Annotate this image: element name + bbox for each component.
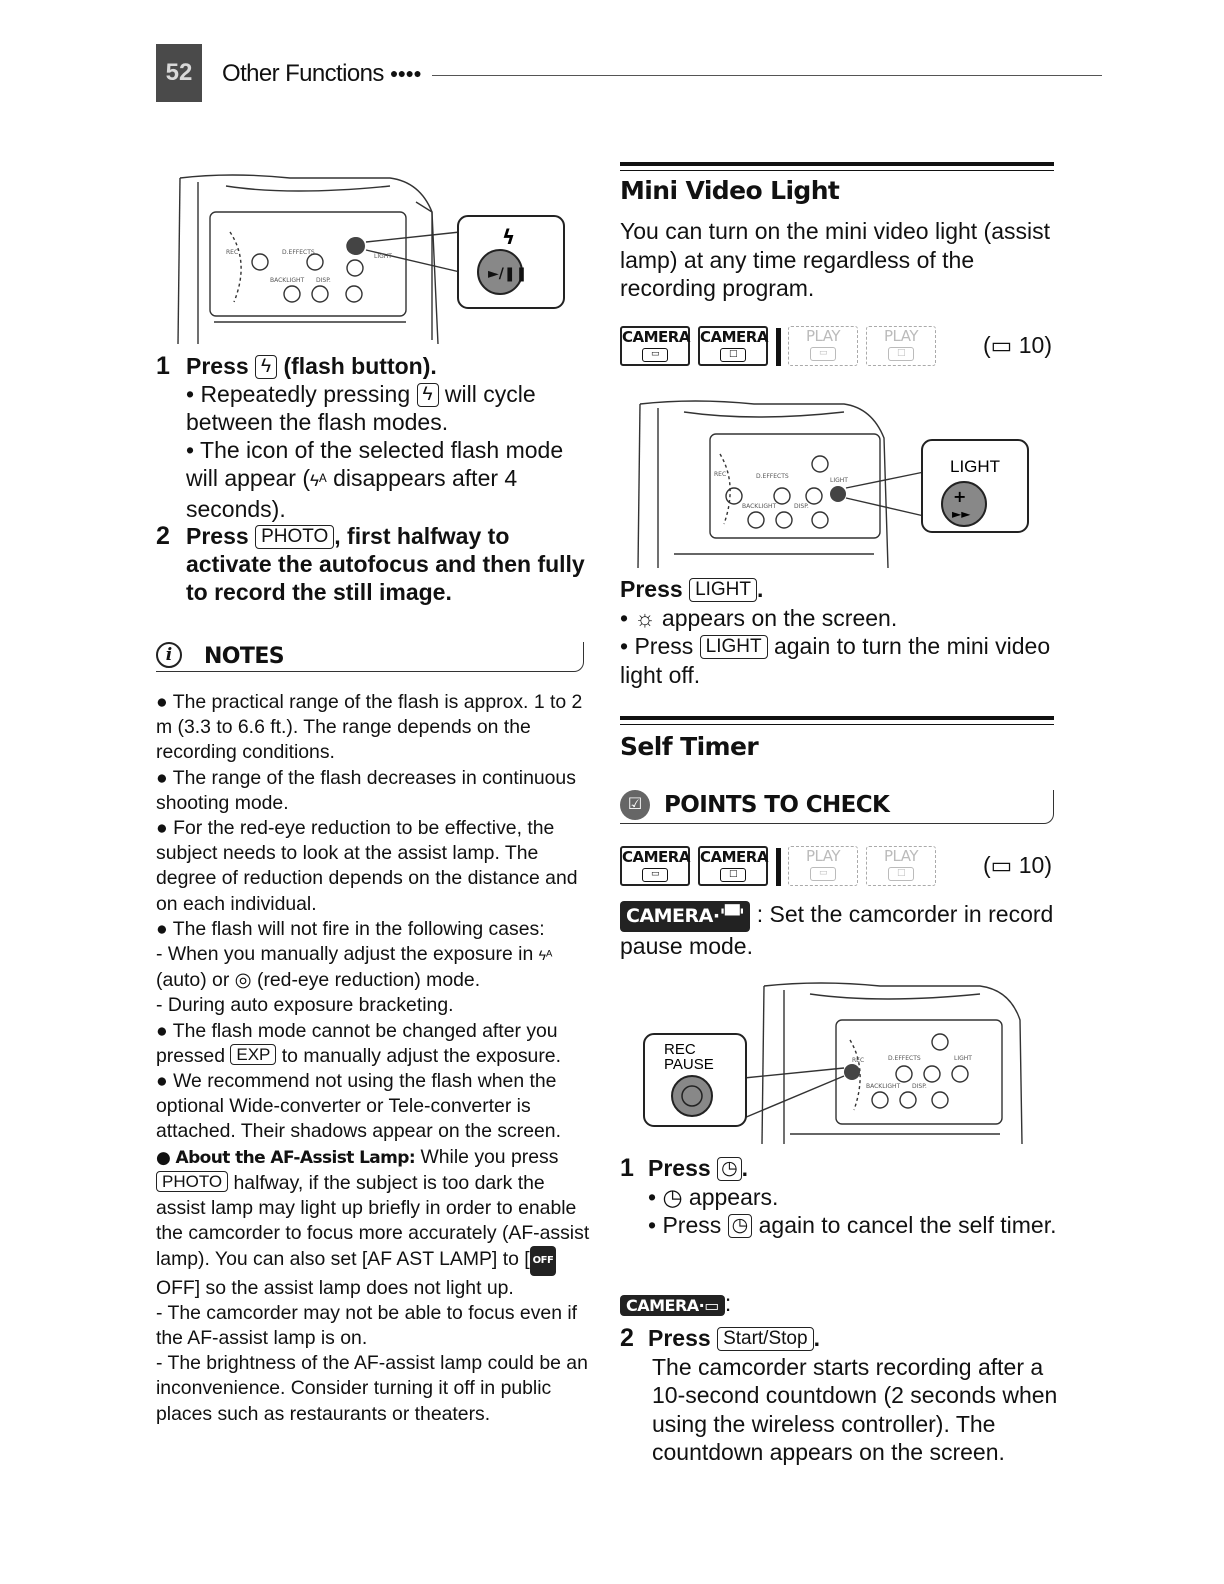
self-timer-bullet-2: • Press ◷ again to cancel the self timer.: [648, 1212, 1057, 1238]
svg-text:D.EFFECTS: D.EFFECTS: [888, 1055, 921, 1062]
note-subitem: - The brightness of the AF-assist lamp could be an inconvenience. Consider turning it off in public places such as restaurants or theaters.: [156, 1352, 588, 1425]
svg-text:DISP.: DISP.: [912, 1083, 927, 1090]
page-reference: (▭ 10): [982, 332, 1052, 358]
photo-key: PHOTO: [156, 1171, 228, 1192]
self-timer-step-2: [620, 1324, 1060, 1467]
self-timer-step-1: [620, 1154, 1060, 1240]
camera-tape-tag: CAMERA·▭: [620, 1295, 725, 1316]
note-item: ● The flash mode cannot be changed after you pressed EXP to manually adjust the exposure.: [156, 1019, 561, 1067]
svg-text:REC: REC: [852, 1057, 865, 1064]
svg-text:LIGHT: LIGHT: [830, 477, 848, 484]
note-item: ● The range of the flash decreases in continuous shooting mode.: [156, 766, 576, 814]
mode-play-card: PLAY □: [866, 846, 936, 886]
points-to-check-header: [620, 790, 1054, 824]
flash-step-1: [156, 352, 596, 523]
mini-video-light-heading: Mini Video Light: [620, 176, 840, 205]
mode-indicator-row: [620, 326, 1052, 366]
svg-text:BACKLIGHT: BACKLIGHT: [270, 277, 305, 284]
section-title-text: Other Functions: [222, 60, 390, 87]
svg-text:D.EFFECTS: D.EFFECTS: [282, 249, 315, 256]
section-rule: [620, 716, 1054, 720]
step-number: 2: [156, 522, 170, 550]
flash-auto-icon: ϟᴬ: [538, 947, 553, 964]
self-timer-key: ◷: [717, 1157, 742, 1181]
rec-pause-camcorder-illustration: [640, 980, 1036, 1144]
self-timer-key: ◷: [728, 1214, 753, 1238]
rec-pause-callout-label: PAUSE: [664, 1056, 714, 1073]
section-rule: [620, 170, 1054, 171]
light-bullet-2: • Press LIGHT again to turn the mini video light off.: [620, 633, 1051, 688]
step-number: 2: [620, 1324, 634, 1352]
svg-text:DISP.: DISP.: [316, 277, 331, 284]
notes-header: [156, 642, 584, 672]
self-timer-step-2-text: The camcorder starts recording after a 10-second countdown (2 seconds when using the wireless controller). The countdown appears on the screen.: [652, 1353, 1058, 1465]
points-to-check-label: POINTS TO CHECK: [664, 792, 890, 818]
light-key: LIGHT: [700, 635, 768, 659]
checkbox-icon: ☑: [620, 790, 650, 820]
camera-record-tag: CAMERA·'▀': [620, 901, 750, 932]
mode-play-tape: PLAY ▭: [788, 326, 858, 366]
svg-text:LIGHT: LIGHT: [374, 253, 392, 260]
start-stop-press-line: Press Start/Stop .: [648, 1325, 820, 1351]
step-number: 1: [620, 1154, 634, 1182]
light-camcorder-illustration: [634, 398, 1034, 568]
red-eye-icon: ◎: [234, 969, 252, 992]
mode-camera-card: CAMERA □: [698, 326, 768, 366]
light-icon: ☼: [634, 604, 656, 631]
page-reference: (▭ 10): [982, 852, 1052, 878]
svg-text:►/❚❚: ►/❚❚: [488, 266, 528, 282]
record-pause-instruction: CAMERA·'▀' : Set the camcorder in record pause mode.: [620, 901, 1054, 959]
self-timer-bullet-1: • ◷ appears.: [648, 1183, 779, 1210]
off-icon: OFF: [530, 1246, 557, 1275]
svg-text:BACKLIGHT: BACKLIGHT: [742, 503, 777, 510]
step-1-bullet-2: • The icon of the selected flash mode will appear (ϟᴬ disappears after 4 seconds).: [186, 437, 564, 522]
self-timer-button-icon: [672, 1076, 712, 1116]
note-item: ● The practical range of the flash is approx. 1 to 2 m (3.3 to 6.6 ft.). The range depends on the recording conditions.: [156, 691, 583, 764]
mode-indicator-row: [620, 846, 1052, 886]
notes-label: NOTES: [204, 644, 284, 669]
light-key: LIGHT: [689, 578, 757, 602]
light-bullet-1: • ☼ appears on the screen.: [620, 604, 898, 631]
section-title: [222, 60, 421, 88]
section-dots: ●●●●: [389, 65, 422, 81]
svg-text:LIGHT: LIGHT: [954, 1055, 972, 1062]
flash-auto-icon: ϟᴬ: [310, 471, 327, 490]
section-rule: [620, 724, 1054, 725]
notes-list: [156, 690, 596, 1427]
flash-icon: ϟ: [502, 225, 516, 249]
note-subitem: - When you manually adjust the exposure in ϟᴬ (auto) or ◎ (red-eye reduction) mode.: [156, 943, 553, 992]
step-1-title: Press ϟ (flash button).: [186, 353, 437, 379]
mode-play-card: PLAY □: [866, 326, 936, 366]
svg-text:+: +: [953, 487, 967, 506]
flash-camcorder-illustration: [170, 172, 570, 344]
self-timer-heading: Self Timer: [620, 732, 759, 761]
svg-text:►►: ►►: [952, 507, 971, 521]
note-subitem: - The camcorder may not be able to focus even if the AF-assist lamp is on.: [156, 1301, 578, 1350]
svg-text:D.EFFECTS: D.EFFECTS: [756, 473, 789, 480]
camera-tape-tag-line: CAMERA·▭ :: [620, 1290, 731, 1317]
svg-text:REC: REC: [226, 249, 239, 256]
info-icon: i: [156, 642, 182, 668]
light-instructions: [620, 575, 1060, 689]
svg-text:DISP.: DISP.: [794, 503, 809, 510]
self-timer-icon: ◷: [662, 1183, 683, 1210]
mode-separator: [776, 848, 781, 886]
photo-key: PHOTO: [255, 525, 334, 549]
page-number: 52: [156, 44, 202, 102]
step-2-title: Press PHOTO , first halfway to activate the autofocus and then fully to record the still image.: [186, 523, 585, 605]
start-stop-key: Start/Stop: [717, 1327, 814, 1351]
header-rule: [432, 75, 1102, 76]
flash-step-2: [156, 522, 596, 606]
mini-video-light-intro: You can turn on the mini video light (assist lamp) at any time regardless of the recording program.: [620, 218, 1051, 301]
note-item: ● The flash will not fire in the following cases:: [156, 917, 545, 940]
light-press-line: Press LIGHT .: [620, 576, 764, 602]
exp-key: EXP: [230, 1044, 276, 1065]
flash-key: ϟ: [255, 355, 277, 379]
mode-play-tape: PLAY ▭: [788, 846, 858, 886]
mode-camera-tape: CAMERA ▭: [620, 326, 690, 366]
mode-camera-tape: CAMERA ▭: [620, 846, 690, 886]
light-callout-label: LIGHT: [950, 457, 1001, 476]
svg-text:BACKLIGHT: BACKLIGHT: [866, 1083, 901, 1090]
note-subitem: - During auto exposure bracketing.: [156, 994, 454, 1017]
svg-text:REC: REC: [714, 471, 727, 478]
note-item: ● We recommend not using the flash when the optional Wide-converter or Tele-converter is attached. Their shadows appear on the screen.: [156, 1070, 561, 1143]
note-item: ● About the AF-Assist Lamp: While you press PHOTO halfway, if the subject is too dark the assist lamp may light up briefly in order to enable the camcorder to focus more accurately (AF-assist lamp). You can also set [AF AST LAMP] to [ OFF OFF] so the assist lamp does not light up.: [156, 1145, 590, 1299]
self-timer-press-line: Press ◷ .: [648, 1155, 749, 1181]
mode-separator: [776, 328, 781, 366]
step-number: 1: [156, 352, 170, 380]
mode-camera-card: CAMERA □: [698, 846, 768, 886]
section-rule: [620, 162, 1054, 166]
note-item: ● For the red-eye reduction to be effective, the subject needs to look at the assist lamp. The degree of reduction depends on the distance and on each individual.: [156, 817, 578, 915]
step-1-bullet-1: • Repeatedly pressing ϟ will cycle between the flash modes.: [186, 381, 536, 435]
flash-key: ϟ: [417, 383, 439, 407]
rec-pause-callout-label: REC: [664, 1041, 696, 1058]
